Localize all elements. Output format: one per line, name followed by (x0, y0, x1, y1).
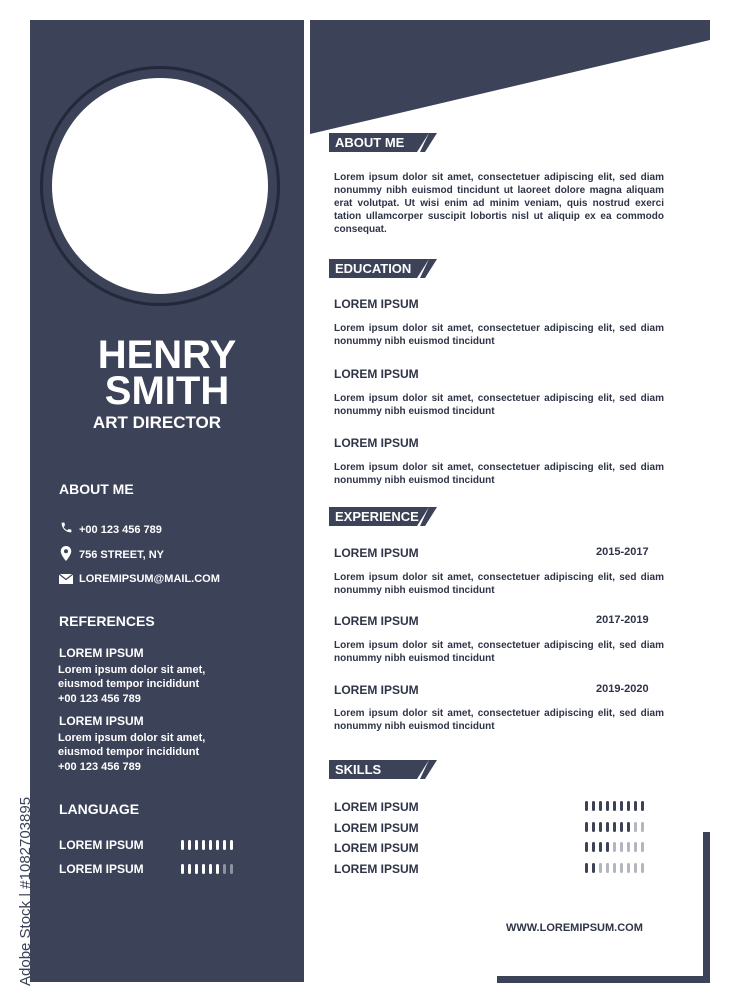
level-dot (606, 842, 609, 852)
level-dot (613, 801, 616, 811)
level-dot (230, 840, 233, 850)
level-dot (209, 840, 212, 850)
experience-2-title: LOREM IPSUM (334, 614, 419, 628)
education-section-tag (329, 259, 439, 278)
reference-2-phone: +00 123 456 789 (58, 761, 141, 773)
experience-3-years: 2019-2020 (596, 683, 649, 695)
reference-2-name: LOREM IPSUM (59, 714, 144, 728)
reference-1-line1: Lorem ipsum dolor sit amet, (58, 664, 206, 676)
education-2-text: Lorem ipsum dolor sit amet, consectetuer adipiscing elit, sed diam nonummy nibh euismod tincidunt (334, 393, 664, 417)
svg-text:Adobe Stock | #1082703895: Adobe Stock | #1082703895 (17, 796, 34, 986)
skill-1-name: LOREM IPSUM (334, 800, 419, 814)
level-dot (641, 863, 644, 873)
level-dot (181, 840, 184, 850)
level-dot (599, 863, 602, 873)
education-2-title: LOREM IPSUM (334, 367, 419, 381)
skills-section-tag (329, 760, 439, 779)
level-dot (620, 801, 623, 811)
reference-1-name: LOREM IPSUM (59, 646, 144, 660)
level-dot (181, 864, 184, 874)
experience-1-years: 2015-2017 (596, 546, 649, 558)
reference-2-line1: Lorem ipsum dolor sit amet, (58, 732, 206, 744)
level-dot (216, 840, 219, 850)
level-dot (195, 864, 198, 874)
level-dot (606, 801, 609, 811)
level-dot (230, 864, 233, 874)
level-dot (613, 863, 616, 873)
contact-address: 756 STREET, NY (79, 549, 164, 561)
level-dot (627, 842, 630, 852)
experience-1-title: LOREM IPSUM (334, 546, 419, 560)
stock-credit-watermark (4, 750, 38, 990)
level-dot (585, 801, 588, 811)
corner-bracket-vertical (703, 832, 710, 983)
language-2-level (181, 864, 233, 874)
level-dot (599, 822, 602, 832)
skill-2-name: LOREM IPSUM (334, 821, 419, 835)
level-dot (202, 864, 205, 874)
profile-photo-placeholder (52, 78, 268, 294)
level-dot (606, 863, 609, 873)
sidebar-about-heading: ABOUT ME (59, 481, 134, 497)
level-dot (599, 801, 602, 811)
level-dot (592, 822, 595, 832)
level-dot (216, 864, 219, 874)
skill-4-name: LOREM IPSUM (334, 862, 419, 876)
language-heading: LANGUAGE (59, 801, 140, 817)
about-heading: ABOUT ME (335, 135, 405, 150)
level-dot (634, 863, 637, 873)
level-dot (585, 822, 588, 832)
skill-2-level (585, 822, 644, 832)
education-3-text: Lorem ipsum dolor sit amet, consectetuer adipiscing elit, sed diam nonummy nibh euismod tincidunt (334, 462, 664, 486)
envelope-icon (59, 573, 73, 587)
level-dot (585, 863, 588, 873)
level-dot (620, 842, 623, 852)
level-dot (209, 864, 212, 874)
level-dot (188, 864, 191, 874)
level-dot (592, 842, 595, 852)
experience-2-text: Lorem ipsum dolor sit amet, consectetuer adipiscing elit, sed diam nonummy nibh euismod tincidunt (334, 640, 664, 664)
reference-2-line2: eiusmod tempor incididunt (58, 746, 200, 758)
corner-bracket-horizontal (497, 976, 710, 983)
level-dot (627, 863, 630, 873)
level-dot (585, 842, 588, 852)
experience-heading: EXPERIENCE (335, 509, 419, 524)
references-heading: REFERENCES (59, 613, 155, 629)
reference-1-line2: eiusmod tempor incididunt (58, 678, 200, 690)
skill-3-name: LOREM IPSUM (334, 841, 419, 855)
experience-section-tag (329, 507, 439, 526)
education-3-title: LOREM IPSUM (334, 436, 419, 450)
education-1-text: Lorem ipsum dolor sit amet, consectetuer adipiscing elit, sed diam nonummy nibh euismod tincidunt (334, 323, 664, 347)
level-dot (620, 822, 623, 832)
level-dot (202, 840, 205, 850)
skill-1-level (585, 801, 644, 811)
contact-email: LOREMIPSUM@MAIL.COM (79, 573, 220, 585)
header-banner (310, 20, 712, 136)
level-dot (641, 842, 644, 852)
website-link[interactable]: WWW.LOREMIPSUM.COM (506, 922, 643, 934)
level-dot (620, 863, 623, 873)
last-name: SMITH (104, 369, 230, 413)
experience-3-text: Lorem ipsum dolor sit amet, consectetuer adipiscing elit, sed diam nonummy nibh euismod tincidunt (334, 708, 664, 732)
level-dot (634, 822, 637, 832)
language-2-name: LOREM IPSUM (59, 862, 144, 876)
reference-1-phone: +00 123 456 789 (58, 693, 141, 705)
education-heading: EDUCATION (335, 261, 412, 276)
language-1-name: LOREM IPSUM (59, 838, 144, 852)
experience-1-text: Lorem ipsum dolor sit amet, consectetuer adipiscing elit, sed diam nonummy nibh euismod tincidunt (334, 572, 664, 596)
level-dot (606, 822, 609, 832)
level-dot (634, 842, 637, 852)
education-1-title: LOREM IPSUM (334, 297, 419, 311)
level-dot (599, 842, 602, 852)
contact-phone: +00 123 456 789 (79, 524, 162, 536)
level-dot (223, 864, 226, 874)
skill-4-level (585, 863, 644, 873)
level-dot (195, 840, 198, 850)
level-dot (223, 840, 226, 850)
language-1-level (181, 840, 233, 850)
skills-heading: SKILLS (335, 762, 382, 777)
level-dot (627, 822, 630, 832)
level-dot (641, 801, 644, 811)
level-dot (613, 842, 616, 852)
phone-icon (59, 521, 73, 537)
level-dot (627, 801, 630, 811)
experience-2-years: 2017-2019 (596, 614, 649, 626)
about-section-tag (329, 133, 439, 152)
level-dot (641, 822, 644, 832)
job-title: ART DIRECTOR (92, 413, 222, 432)
level-dot (592, 863, 595, 873)
experience-3-title: LOREM IPSUM (334, 683, 419, 697)
level-dot (613, 822, 616, 832)
about-text: Lorem ipsum dolor sit amet, consectetuer adipiscing elit, sed diam nonummy nibh euismod tincidunt ut laoreet dolore magna aliquam erat volutpat. Ut wisi enim ad minim veniam, quis nostrud exerci tation ullamcorper suscipit lobortis nisl ut aliquip ex ea commodo consequat. (334, 172, 664, 235)
level-dot (592, 801, 595, 811)
location-pin-icon (59, 546, 73, 564)
level-dot (188, 840, 191, 850)
first-name: HENRY (97, 333, 237, 377)
level-dot (634, 801, 637, 811)
skill-3-level (585, 842, 644, 852)
